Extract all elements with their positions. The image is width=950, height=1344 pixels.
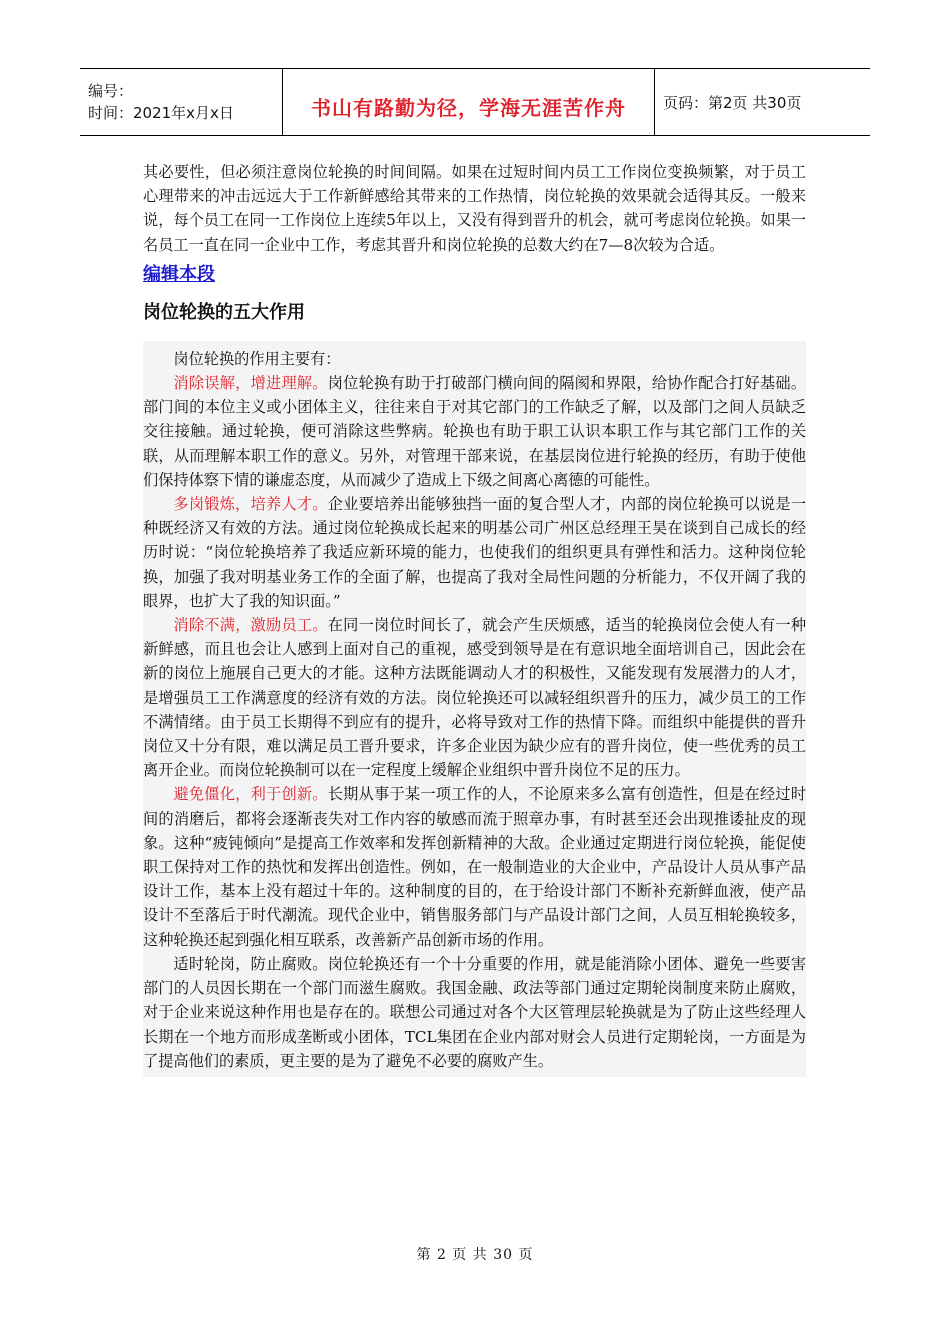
paragraph-body: 企业要培养出能够独挡一面的复合型人才，内部的岗位轮换可以说是一种既经济又有效的方法。通过岗位轮换成长起来的明基公司广州区总经理王昊在谈到自己成长的经历时说：“岗位轮换培养了我适应新环境的能力，也使我们的组织更具有弹性和活力。这种岗位轮换，加强了我对明基业务工作的全面了解，也提高了我对全局性问题的分析能力，不仅开阔了我的眼界，也扩大了我的知识面。” bbox=[143, 495, 807, 610]
paragraph-heading: 避免僵化，利于创新。 bbox=[173, 785, 328, 804]
paragraph-body: 长期从事于某一项工作的人，不论原来多么富有创造性，但是在经过时间的消磨后，都将会逐渐丧失对工作内容的敏感而流于照章办事，有时甚至还会出现推诿扯皮的现象。这种“疲钝倾向”是提高工作效率和发挥创新精神的大敌。企业通过定期进行岗位轮换，能促使职工保持对工作的热忱和发挥出创造性。例如，在一般制造业的大企业中，产品设计人员从事产品设计工作，基本上没有超过十年的。这种制度的目的，在于给设计部门不断补充新鲜血液，使产品设计不至落后于时代潮流。现代企业中，销售服务部门与产品设计部门之间，人员互相轮换较多，这种轮换还起到强化相互联系，改善新产品创新市场的作用。 bbox=[143, 785, 807, 949]
header-page-cell bbox=[655, 69, 870, 135]
paragraph-body: 岗位轮换有助于打破部门横向间的隔阂和界限，给协作配合打好基础。部门间的本位主义或小团体主义，往往来自于对其它部门的工作缺乏了解，以及部门之间人员缺乏交往接触。通过轮换，便可消除这些弊病。轮换也有助于职工认识本职工作与其它部门工作的关联，从而理解本职工作的意义。另外，对管理干部来说，在基层岗位进行轮换的经历，有助于使他们保持体察下情的谦虚态度，从而减少了造成上下级之间离心离德的可能性。 bbox=[143, 374, 807, 489]
document-body bbox=[143, 160, 806, 1077]
paragraph-3 bbox=[143, 613, 806, 782]
motto: 书山有路勤为径，学海无涯苦作舟 bbox=[311, 95, 626, 120]
paragraph-2 bbox=[143, 492, 806, 613]
number-label: 编号： bbox=[88, 82, 134, 100]
time-label: 时间：2021年x月x日 bbox=[88, 104, 234, 122]
page-label: 页码：第2页 共30页 bbox=[663, 93, 802, 112]
header-meta bbox=[80, 69, 283, 135]
edit-section-link[interactable]: 编辑本段 bbox=[143, 263, 215, 285]
paragraph-body: 在同一岗位时间长了，就会产生厌烦感，适当的轮换岗位会使人有一种新鲜感，而且也会让人感到上面对自己的重视，感受到领导是在有意识地全面培训自己，因此会在新的岗位上施展自己更大的才能。这种方法既能调动人才的积极性，又能发现有发展潜力的人才，是增强员工工作满意度的经济有效的方法。岗位轮换还可以减轻组织晋升的压力，减少员工的工作不满情绪。由于员工长期得不到应有的提升，必将导致对工作的热情下降。而组织中能提供的晋升岗位又十分有限，难以满足员工晋升要求，许多企业因为缺少应有的晋升岗位，使一些优秀的员工离开企业。而岗位轮换制可以在一定程度上缓解企业组织中晋升岗位不足的压力。 bbox=[143, 616, 807, 780]
paragraph-body: 适时轮岗，防止腐败。岗位轮换还有一个十分重要的作用，就是能消除小团体、避免一些要害部门的人员因长期在一个部门而滋生腐败。我国金融、政法等部门通过定期轮岗制度来防止腐败，对于企业来说这种作用也是存在的。联想公司通过对各个大区管理层轮换就是为了防止这些经理人长期在一个地方而形成垄断或小团体，TCL集团在企业内部对财会人员进行定期轮岗，一方面是为了提高他们的素质，更主要的是为了避免不必要的腐败产生。 bbox=[143, 954, 806, 1070]
section-title: 岗位轮换的五大作用 bbox=[143, 301, 305, 323]
lead-paragraph: 岗位轮换的作用主要有： bbox=[173, 349, 341, 368]
header-table bbox=[80, 68, 870, 136]
paragraph-heading: 消除误解，增进理解。 bbox=[173, 374, 328, 393]
paragraph-4 bbox=[143, 782, 806, 951]
intro-paragraph: 其必要性，但必须注意岗位轮换的时间间隔。如果在过短时间内员工工作岗位变换频繁，对于员工心理带来的冲击远远大于工作新鲜感给其带来的工作热情，岗位轮换的效果就会适得其反。一般来说，每个员工在同一工作岗位上连续5年以上，又没有得到晋升的机会，就可考虑岗位轮换。如果一名员工一直在同一企业中工作，考虑其晋升和岗位轮换的总数大约在7—8次较为合适。 bbox=[143, 163, 806, 254]
paragraph-heading: 多岗锻炼，培养人才。 bbox=[173, 495, 328, 514]
paragraph-heading: 消除不满，激励员工。 bbox=[173, 616, 328, 635]
paragraph-5 bbox=[143, 952, 806, 1073]
section-content bbox=[143, 341, 806, 1077]
paragraph-1 bbox=[143, 371, 806, 492]
page-footer: 第 2 页 共 30 页 bbox=[416, 1247, 534, 1263]
header-motto-cell bbox=[283, 69, 655, 135]
